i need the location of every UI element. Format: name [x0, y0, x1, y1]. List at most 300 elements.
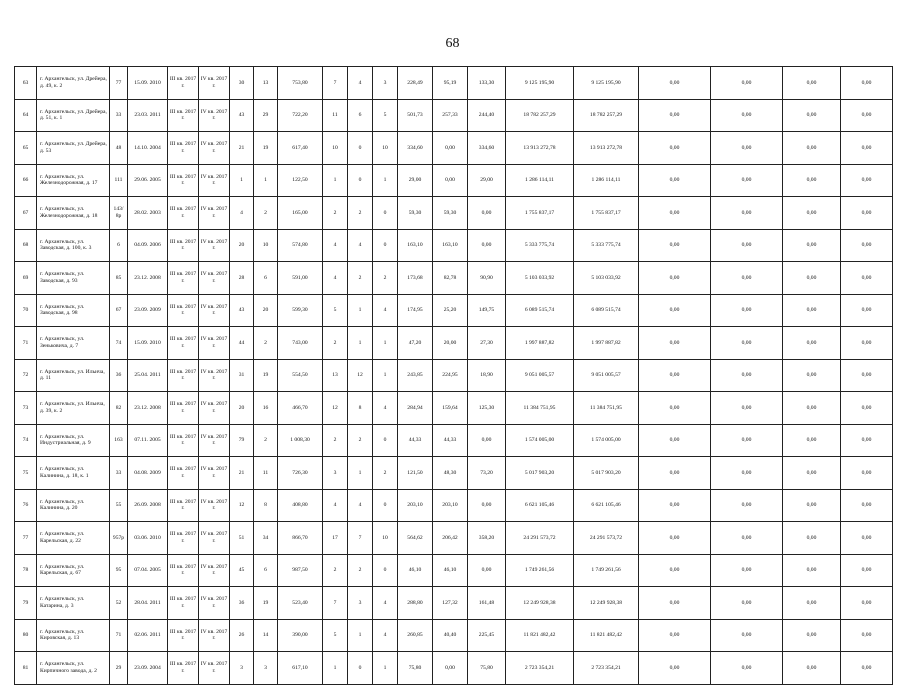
table-cell: 0,00 [711, 229, 783, 262]
table-cell: 0 [348, 652, 373, 685]
table-cell: 07.11. 2005 [128, 424, 168, 457]
table-cell: 47,20 [398, 327, 433, 360]
table-cell: IV кв. 2017 г. [199, 67, 230, 100]
table-cell: III кв. 2017 г. [168, 554, 199, 587]
table-cell: 3 [254, 652, 278, 685]
table-cell: 5 103 033,92 [506, 262, 574, 295]
table-cell: 18 782 257,29 [506, 99, 574, 132]
table-cell: 0,00 [783, 67, 841, 100]
table-cell: 0,00 [841, 132, 893, 165]
table-cell: 1 755 837,17 [506, 197, 574, 230]
table-cell: III кв. 2017 г. [168, 197, 199, 230]
table-cell: III кв. 2017 г. [168, 262, 199, 295]
table-cell: 69 [15, 262, 37, 295]
table-cell: 2 [254, 197, 278, 230]
table-cell: III кв. 2017 г. [168, 489, 199, 522]
table-cell: 206,42 [433, 522, 468, 555]
table-cell: 26 [230, 619, 254, 652]
table-cell: 0,00 [783, 424, 841, 457]
table-cell: IV кв. 2017 г. [199, 522, 230, 555]
table-cell: 1 574 005,00 [574, 424, 639, 457]
table-cell: 79 [230, 424, 254, 457]
table-cell: г. Архангельск, ул. Кирпичного завода, д. 2 [37, 652, 110, 685]
table-cell: 12 [230, 489, 254, 522]
table-cell: 9 125 195,90 [574, 67, 639, 100]
table-cell: г. Архангельск, ул. Железнодорожная, д. 18 [37, 197, 110, 230]
table-cell: 6 [348, 99, 373, 132]
table-cell: 4 [323, 229, 348, 262]
table-cell: г. Архангельск, ул. Дрейера, д. 53 [37, 132, 110, 165]
table-cell: IV кв. 2017 г. [199, 262, 230, 295]
table-cell: 16 [254, 392, 278, 425]
table-cell: 121,50 [398, 457, 433, 490]
table-cell: 2 [348, 554, 373, 587]
table-cell: 66 [15, 164, 37, 197]
table-cell: 29,00 [468, 164, 506, 197]
table-cell: 0,00 [841, 164, 893, 197]
table-cell: 2 [323, 197, 348, 230]
table-cell: 0,00 [711, 554, 783, 587]
table-cell: г. Архангельск, ул. Индустриальная, д. 9 [37, 424, 110, 457]
table-cell: 9 125 195,90 [506, 67, 574, 100]
table-cell: 163,10 [398, 229, 433, 262]
table-cell: 957р [110, 522, 128, 555]
table-cell: 0,00 [711, 99, 783, 132]
table-cell: 13 [254, 67, 278, 100]
table-row [15, 294, 893, 327]
table-cell: 14 [254, 619, 278, 652]
table-cell: 0,00 [639, 424, 711, 457]
table-cell: 390,00 [278, 619, 323, 652]
table-cell: 7 [323, 587, 348, 620]
table-cell: 82,78 [433, 262, 468, 295]
table-cell: 722,20 [278, 99, 323, 132]
table-cell: III кв. 2017 г. [168, 424, 199, 457]
table-cell: 0,00 [639, 522, 711, 555]
table-cell: 95 [110, 554, 128, 587]
table-cell: 0,00 [639, 164, 711, 197]
table-cell: 36 [110, 359, 128, 392]
table-cell: 6 089 515,74 [506, 294, 574, 327]
table-cell: 4 [348, 67, 373, 100]
table-cell: 95,19 [433, 67, 468, 100]
table-cell: 18 782 257,29 [574, 99, 639, 132]
table-cell: 19 [254, 132, 278, 165]
table-cell: 0,00 [711, 294, 783, 327]
table-cell: 1 [348, 327, 373, 360]
table-cell: 75 [15, 457, 37, 490]
table-cell: IV кв. 2017 г. [199, 197, 230, 230]
table-cell: г. Архангельск, ул. Железнодорожная, д. 17 [37, 164, 110, 197]
table-cell: 77 [110, 67, 128, 100]
table-cell: 0,00 [841, 457, 893, 490]
table-cell: 111 [110, 164, 128, 197]
table-row [15, 99, 893, 132]
table-cell: 4 [348, 489, 373, 522]
table-cell: 63 [15, 67, 37, 100]
table-cell: 5 333 775,74 [574, 229, 639, 262]
table-cell: 67 [110, 294, 128, 327]
table-cell: 20 [254, 294, 278, 327]
table-cell: 288,80 [398, 587, 433, 620]
table-cell: 0,00 [468, 424, 506, 457]
table-cell: 5 333 775,74 [506, 229, 574, 262]
table-cell: 19 [254, 359, 278, 392]
table-cell: 21 [230, 132, 254, 165]
table-cell: 48 [110, 132, 128, 165]
table-cell: 43 [230, 99, 254, 132]
table-cell: III кв. 2017 г. [168, 652, 199, 685]
table-cell: 1 [230, 164, 254, 197]
table-row [15, 67, 893, 100]
table-cell: 3 [373, 67, 398, 100]
table-cell: 1 286 114,11 [506, 164, 574, 197]
table-cell: 165,00 [278, 197, 323, 230]
table-row [15, 457, 893, 490]
table-cell: 29 [110, 652, 128, 685]
table-cell: 1 [323, 652, 348, 685]
table-row [15, 197, 893, 230]
table-cell: 28.04. 2011 [128, 587, 168, 620]
table-cell: 76 [15, 489, 37, 522]
table-cell: г. Архангельск, ул. Калинина, д. 20 [37, 489, 110, 522]
page-number: 68 [445, 36, 460, 51]
table-cell: 1 [373, 164, 398, 197]
table-cell: 81 [15, 652, 37, 685]
table-cell: 0,00 [783, 164, 841, 197]
table-cell: 0,00 [711, 457, 783, 490]
table-cell: 18,90 [468, 359, 506, 392]
table-cell: г. Архангельск, ул. Заводская, д. 93 [37, 262, 110, 295]
table-cell: IV кв. 2017 г. [199, 554, 230, 587]
table-cell: 36 [230, 587, 254, 620]
table-cell: 0,00 [711, 67, 783, 100]
table-cell: 3 [348, 587, 373, 620]
table-cell: 48,30 [433, 457, 468, 490]
table-cell: 0,00 [841, 294, 893, 327]
table-cell: 51 [230, 522, 254, 555]
table-cell: 1 [348, 457, 373, 490]
table-cell: 0,00 [468, 229, 506, 262]
table-cell: 0,00 [783, 489, 841, 522]
table-cell: 0,00 [711, 262, 783, 295]
table-cell: 12 249 928,38 [506, 587, 574, 620]
table-cell: 5 [323, 619, 348, 652]
table-cell: 30 [230, 67, 254, 100]
table-cell: 11 821 482,42 [574, 619, 639, 652]
table-cell: 591,00 [278, 262, 323, 295]
table-cell: 554,50 [278, 359, 323, 392]
table-cell: 0,00 [841, 67, 893, 100]
table-cell: 25,20 [433, 294, 468, 327]
table-cell: 3 [323, 457, 348, 490]
table-cell: 743,00 [278, 327, 323, 360]
table-cell: г. Архангельск, ул. Калинина, д. 18, к. 1 [37, 457, 110, 490]
table-cell: 25.04. 2011 [128, 359, 168, 392]
table-cell: 59,30 [433, 197, 468, 230]
table-cell: 127,32 [433, 587, 468, 620]
table-cell: 4 [323, 262, 348, 295]
table-cell: 122,50 [278, 164, 323, 197]
table-cell: 0,00 [639, 262, 711, 295]
table-cell: 1 749 261,56 [506, 554, 574, 587]
table-cell: 12 249 928,38 [574, 587, 639, 620]
table-cell: 5 017 903,20 [506, 457, 574, 490]
table-cell: 1 755 837,17 [574, 197, 639, 230]
table-cell: III кв. 2017 г. [168, 359, 199, 392]
table-cell: 10 [373, 522, 398, 555]
table-cell: 20,00 [433, 327, 468, 360]
table-cell: 0,00 [841, 359, 893, 392]
table-cell: 5 [323, 294, 348, 327]
table-cell: 0,00 [783, 652, 841, 685]
table-cell: 0,00 [639, 197, 711, 230]
table-cell: 0,00 [783, 619, 841, 652]
table-row [15, 327, 893, 360]
table-cell: 0,00 [711, 652, 783, 685]
table-cell: 78 [15, 554, 37, 587]
table-cell: 0,00 [783, 392, 841, 425]
table-cell: 13 [323, 359, 348, 392]
table-cell: 2 [323, 424, 348, 457]
table-cell: 8 [348, 392, 373, 425]
table-cell: 0,00 [433, 652, 468, 685]
table-cell: 79 [15, 587, 37, 620]
table-cell: IV кв. 2017 г. [199, 652, 230, 685]
table-cell: 12 [323, 392, 348, 425]
table-cell: 0,00 [639, 489, 711, 522]
table-cell: 0 [348, 164, 373, 197]
table-cell: 46,10 [398, 554, 433, 587]
table-cell: 574,80 [278, 229, 323, 262]
table-cell: 225,45 [468, 619, 506, 652]
table-cell: 0,00 [841, 489, 893, 522]
table-cell: 0,00 [639, 619, 711, 652]
table-cell: 0,00 [711, 327, 783, 360]
table-cell: 1 [323, 164, 348, 197]
table-cell: 17 [323, 522, 348, 555]
table-cell: 523,40 [278, 587, 323, 620]
table-cell: 726,30 [278, 457, 323, 490]
table-cell: 0,00 [711, 489, 783, 522]
table-cell: 2 723 354,21 [506, 652, 574, 685]
table-row [15, 392, 893, 425]
table-cell: г. Архангельск, ул. Карельская, д. 22 [37, 522, 110, 555]
table-cell: 02.06. 2011 [128, 619, 168, 652]
table-cell: 0,00 [468, 554, 506, 587]
table-cell: 74 [110, 327, 128, 360]
table-cell: 6 [254, 554, 278, 587]
table-cell: 44,33 [433, 424, 468, 457]
table-cell: 11 384 751,95 [574, 392, 639, 425]
table-cell: 4 [373, 619, 398, 652]
table-cell: 13 913 272,78 [506, 132, 574, 165]
table-cell: 80 [15, 619, 37, 652]
table-cell: 72 [15, 359, 37, 392]
table-cell: 1 008,30 [278, 424, 323, 457]
table-cell: 0,00 [783, 554, 841, 587]
table-cell: 4 [373, 587, 398, 620]
table-cell: 64 [15, 99, 37, 132]
table-cell: 0,00 [783, 327, 841, 360]
table-cell: 163 [110, 424, 128, 457]
table-cell: 13 913 272,78 [574, 132, 639, 165]
table-cell: IV кв. 2017 г. [199, 99, 230, 132]
table-cell: 23.03. 2011 [128, 99, 168, 132]
table-cell: 10 [254, 229, 278, 262]
table-cell: 257,33 [433, 99, 468, 132]
table-cell: 564,62 [398, 522, 433, 555]
table-cell: 2 723 354,21 [574, 652, 639, 685]
table-row [15, 132, 893, 165]
table-cell: 1 574 005,00 [506, 424, 574, 457]
table-cell: 203,10 [433, 489, 468, 522]
table-cell: 0,00 [783, 522, 841, 555]
table-cell: 3 [230, 652, 254, 685]
table-cell: III кв. 2017 г. [168, 522, 199, 555]
table-cell: 9 051 005,57 [574, 359, 639, 392]
table-cell: 4 [348, 229, 373, 262]
table-cell: г. Архангельск, ул. Заводская, д. 100, к. 3 [37, 229, 110, 262]
table-cell: 2 [323, 327, 348, 360]
table-cell: 4 [323, 489, 348, 522]
table-cell: 12 [348, 359, 373, 392]
table-cell: 29,00 [398, 164, 433, 197]
table-cell: 1 997 887,82 [574, 327, 639, 360]
table-cell: 20 [230, 229, 254, 262]
table-cell: 0,00 [841, 262, 893, 295]
table-row [15, 522, 893, 555]
table-cell: III кв. 2017 г. [168, 294, 199, 327]
table-cell: г. Архангельск, ул. Ильича, д. 39, к. 2 [37, 392, 110, 425]
table-cell: 2 [373, 457, 398, 490]
table-cell: 0,00 [711, 164, 783, 197]
table-cell: 0,00 [783, 99, 841, 132]
table-cell: 75,80 [468, 652, 506, 685]
table-cell: 0,00 [639, 132, 711, 165]
table-cell: 11 [254, 457, 278, 490]
table-cell: IV кв. 2017 г. [199, 392, 230, 425]
table-cell: 1 997 887,82 [506, 327, 574, 360]
table-cell: IV кв. 2017 г. [199, 359, 230, 392]
table-cell: III кв. 2017 г. [168, 99, 199, 132]
table-cell: 0,00 [711, 197, 783, 230]
table-cell: 77 [15, 522, 37, 555]
table-cell: 0,00 [711, 392, 783, 425]
table-cell: 04.09. 2006 [128, 229, 168, 262]
table-cell: 23.09. 2004 [128, 652, 168, 685]
table-cell: 0 [373, 229, 398, 262]
table-cell: III кв. 2017 г. [168, 619, 199, 652]
table-cell: 0,00 [639, 327, 711, 360]
table-cell: 224,95 [433, 359, 468, 392]
table-cell: 43 [230, 294, 254, 327]
table-cell: 0,00 [639, 229, 711, 262]
table-cell: 8 [254, 489, 278, 522]
table-row [15, 554, 893, 587]
table-cell: 0,00 [711, 619, 783, 652]
table-cell: 358,20 [468, 522, 506, 555]
table-cell: 07.04. 2005 [128, 554, 168, 587]
table-cell: 0,00 [711, 522, 783, 555]
table-cell: 7 [348, 522, 373, 555]
table-cell: 5 017 903,20 [574, 457, 639, 490]
table-cell: IV кв. 2017 г. [199, 229, 230, 262]
table-cell: 44,33 [398, 424, 433, 457]
table-cell: 85 [110, 262, 128, 295]
table-cell: 68 [15, 229, 37, 262]
table-cell: III кв. 2017 г. [168, 67, 199, 100]
table-row [15, 424, 893, 457]
table-cell: 334,60 [468, 132, 506, 165]
table-cell: IV кв. 2017 г. [199, 132, 230, 165]
table-cell: 20 [230, 392, 254, 425]
table-cell: 1 [348, 294, 373, 327]
table-cell: 260,85 [398, 619, 433, 652]
table-cell: 2 [348, 262, 373, 295]
table-cell: 1 [373, 327, 398, 360]
table-cell: 4 [373, 392, 398, 425]
table-cell: 71 [15, 327, 37, 360]
table-cell: 27,30 [468, 327, 506, 360]
table-cell: 0,00 [468, 197, 506, 230]
table-cell: 0,00 [711, 359, 783, 392]
table-cell: 6 [254, 262, 278, 295]
table-cell: 228,49 [398, 67, 433, 100]
table-cell: 0 [373, 197, 398, 230]
table-cell: 0,00 [711, 587, 783, 620]
table-cell: 0,00 [639, 457, 711, 490]
table-cell: г. Архангельск, ул. Кировская, д. 13 [37, 619, 110, 652]
table-cell: 0,00 [783, 197, 841, 230]
table-cell: 1 [373, 652, 398, 685]
table-cell: 23.09. 2009 [128, 294, 168, 327]
table-cell: III кв. 2017 г. [168, 229, 199, 262]
table-cell: IV кв. 2017 г. [199, 457, 230, 490]
table-cell: 0,00 [433, 132, 468, 165]
table-cell: 6 [110, 229, 128, 262]
table-cell: 4 [230, 197, 254, 230]
table-cell: IV кв. 2017 г. [199, 619, 230, 652]
table-cell: 2 [373, 262, 398, 295]
table-cell: 617,10 [278, 652, 323, 685]
table-cell: 0,00 [639, 652, 711, 685]
table-cell: 466,70 [278, 392, 323, 425]
table-cell: 03.06. 2010 [128, 522, 168, 555]
table-cell: 0,00 [841, 392, 893, 425]
table-row [15, 262, 893, 295]
table-row [15, 587, 893, 620]
table-cell: III кв. 2017 г. [168, 457, 199, 490]
table-cell: 23.12. 2008 [128, 392, 168, 425]
table-cell: 125,30 [468, 392, 506, 425]
table-cell: 133,30 [468, 67, 506, 100]
table-cell: 159,64 [433, 392, 468, 425]
table-cell: IV кв. 2017 г. [199, 587, 230, 620]
table-cell: 987,50 [278, 554, 323, 587]
table-cell: 0,00 [639, 392, 711, 425]
table-cell: 0,00 [783, 587, 841, 620]
table-cell: 0,00 [841, 424, 893, 457]
table-cell: 82 [110, 392, 128, 425]
table-cell: 70 [15, 294, 37, 327]
table-cell: 28 [230, 262, 254, 295]
table-cell: 244,40 [468, 99, 506, 132]
table-cell: г. Архангельск, ул. Дрейера, д. 51, к. 1 [37, 99, 110, 132]
table-cell: 6 089 515,74 [574, 294, 639, 327]
table-cell: 149,75 [468, 294, 506, 327]
table-cell: 243,85 [398, 359, 433, 392]
